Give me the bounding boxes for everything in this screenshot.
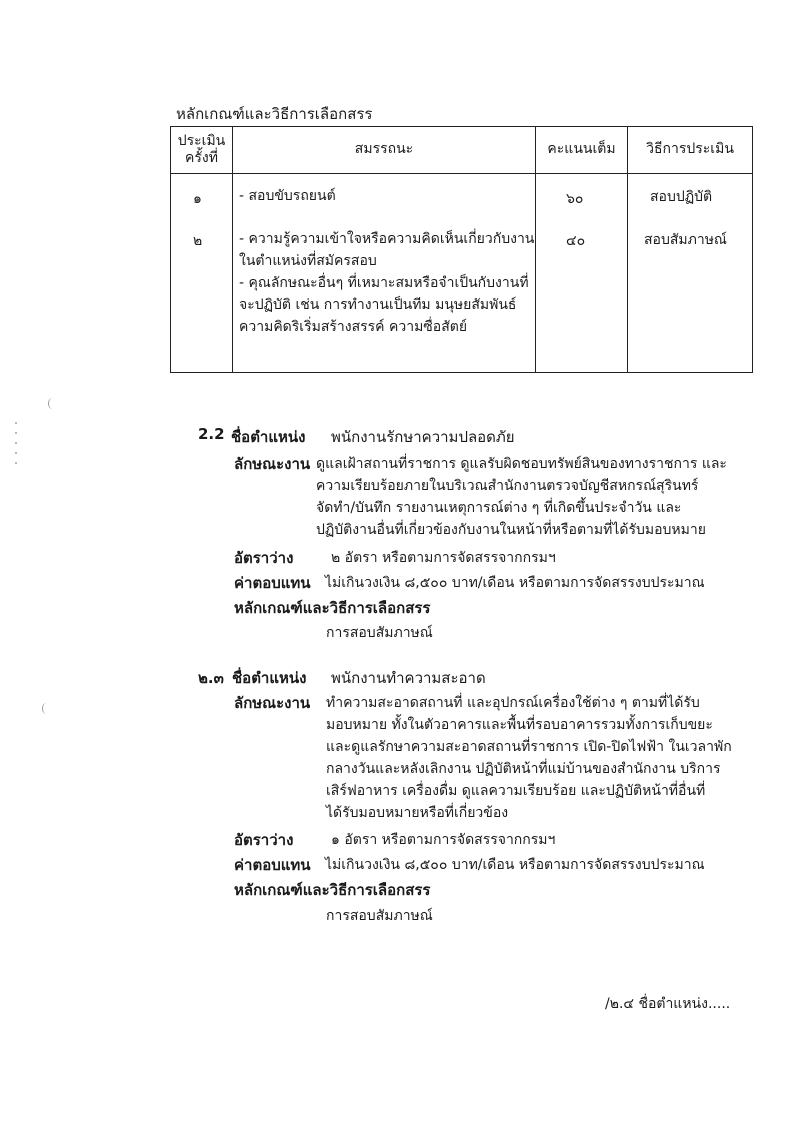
vacancy-label: อัตราว่าง <box>234 549 294 567</box>
criteria-value: การสอบสัมภาษณ์ <box>326 625 433 641</box>
duty-line: กลางวันและหลังเลิกงาน ปฏิบัติหน้าที่แม่บ้านของสำนักงาน บริการ <box>326 761 721 777</box>
section-number: ๒.๓ <box>198 669 224 687</box>
row-1-competency: - สอบขับรถยนต์ <box>239 188 336 204</box>
row-1-score: ๖๐ <box>566 191 584 207</box>
row-2-competency-line: จะปฏิบัติ เช่น การทำงานเป็นทีม มนุษยสัมพันธ์ <box>239 297 517 313</box>
duty-line: ดูแลเฝ้าสถานที่ราชการ ดูแลรับผิดชอบทรัพย์สินของทางราชการ และ <box>316 456 727 472</box>
criteria-label: หลักเกณฑ์และวิธีการเลือกสรร <box>234 599 431 617</box>
row-2-competency-line: ในตำแหน่งที่สมัครสอบ <box>239 253 377 269</box>
row-2-round: ๒ <box>193 233 203 249</box>
table-header-row <box>171 127 753 174</box>
scan-dot <box>15 442 17 444</box>
position-value: พนักงานรักษาความปลอดภัย <box>331 428 515 446</box>
row-2-competency-line: - ความรู้ความเข้าใจหรือความคิดเห็นเกี่ยวกับงาน <box>239 231 535 247</box>
pay-value: ไม่เกินวงเงิน ๘,๕๐๐ บาท/เดือน หรือตามการจัดสรรงบประมาณ <box>325 857 705 873</box>
header-round: ประเมิน ครั้งที่ <box>171 127 233 174</box>
duty-label: ลักษณะงาน <box>234 455 311 473</box>
criteria-label: หลักเกณฑ์และวิธีการเลือกสรร <box>234 881 431 899</box>
header-full-score: คะแนนเต็ม <box>536 127 628 174</box>
duty-line: มอบหมาย ทั้งในตัวอาคารและพื้นที่รอบอาคารรวมทั้งการเก็บขยะ <box>326 717 713 733</box>
table-caption: หลักเกณฑ์และวิธีการเลือกสรร <box>176 105 373 123</box>
table-row <box>171 174 753 373</box>
duty-line: ความเรียบร้อยภายในบริเวณสำนักงานตรวจบัญชีสหกรณ์สุรินทร์ <box>316 478 699 494</box>
scan-dot <box>15 462 17 464</box>
criteria-table <box>170 126 753 373</box>
continuation-note: /๒.๔ ชื่อตำแหน่ง..... <box>605 996 731 1012</box>
position-label: ชื่อตำแหน่ง <box>232 669 307 687</box>
row-2-competency-line: ความคิดริเริ่มสร้างสรรค์ ความซื่อสัตย์ <box>239 319 468 335</box>
position-value: พนักงานทำความสะอาด <box>331 669 486 687</box>
duty-line: ได้รับมอบหมายหรือที่เกี่ยวข้อง <box>326 805 509 821</box>
row-2-score: ๔๐ <box>566 233 586 249</box>
duty-line: ทำความสะอาดสถานที่ และอุปกรณ์เครื่องใช้ต่าง ๆ ตามที่ได้รับ <box>326 695 700 711</box>
header-competency: สมรรถนะ <box>233 127 536 174</box>
section-number: 2.2 <box>198 425 225 443</box>
row-1-round: ๑ <box>193 191 202 207</box>
scan-dot <box>15 432 17 434</box>
duty-line: ปฏิบัติงานอื่นที่เกี่ยวข้องกับงานในหน้าที่หรือตามที่ได้รับมอบหมาย <box>316 522 706 538</box>
header-method: วิธีการประเมิน <box>628 127 753 174</box>
pay-value: ไม่เกินวงเงิน ๘,๕๐๐ บาท/เดือน หรือตามการจัดสรรงบประมาณ <box>325 575 705 591</box>
vacancy-label: อัตราว่าง <box>234 831 294 849</box>
row-1-method: สอบปฏิบัติ <box>650 189 713 205</box>
row-2-competency-line: - คุณลักษณะอื่นๆ ที่เหมาะสมหรือจำเป็นกับงานที่ <box>239 275 529 291</box>
scan-speck <box>48 398 56 409</box>
duty-line: จัดทำ/บันทึก รายงานเหตุการณ์ต่าง ๆ ที่เกิดขึ้นประจำวัน และ <box>316 500 682 516</box>
position-label: ชื่อตำแหน่ง <box>231 428 306 446</box>
scan-dot <box>15 422 17 424</box>
pay-label: ค่าตอบแทน <box>234 856 311 874</box>
vacancy-value: ๑ อัตรา หรือตามการจัดสรรจากกรมฯ <box>331 832 556 848</box>
scan-speck <box>42 703 50 714</box>
duty-label: ลักษณะงาน <box>234 694 311 712</box>
duty-line: และดูแลรักษาความสะอาดสถานที่ราชการ เปิด-ปิดไฟฟ้า ในเวลาพัก <box>326 739 732 755</box>
duty-line: เสิร์ฟอาหาร เครื่องดื่ม ดูแลความเรียบร้อย และปฏิบัติหน้าที่อื่นที่ <box>326 783 706 799</box>
pay-label: ค่าตอบแทน <box>234 574 311 592</box>
vacancy-value: ๒ อัตรา หรือตามการจัดสรรจากกรมฯ <box>331 550 556 566</box>
scan-dot <box>15 452 17 454</box>
row-2-method: สอบสัมภาษณ์ <box>644 232 727 248</box>
criteria-value: การสอบสัมภาษณ์ <box>326 908 433 924</box>
